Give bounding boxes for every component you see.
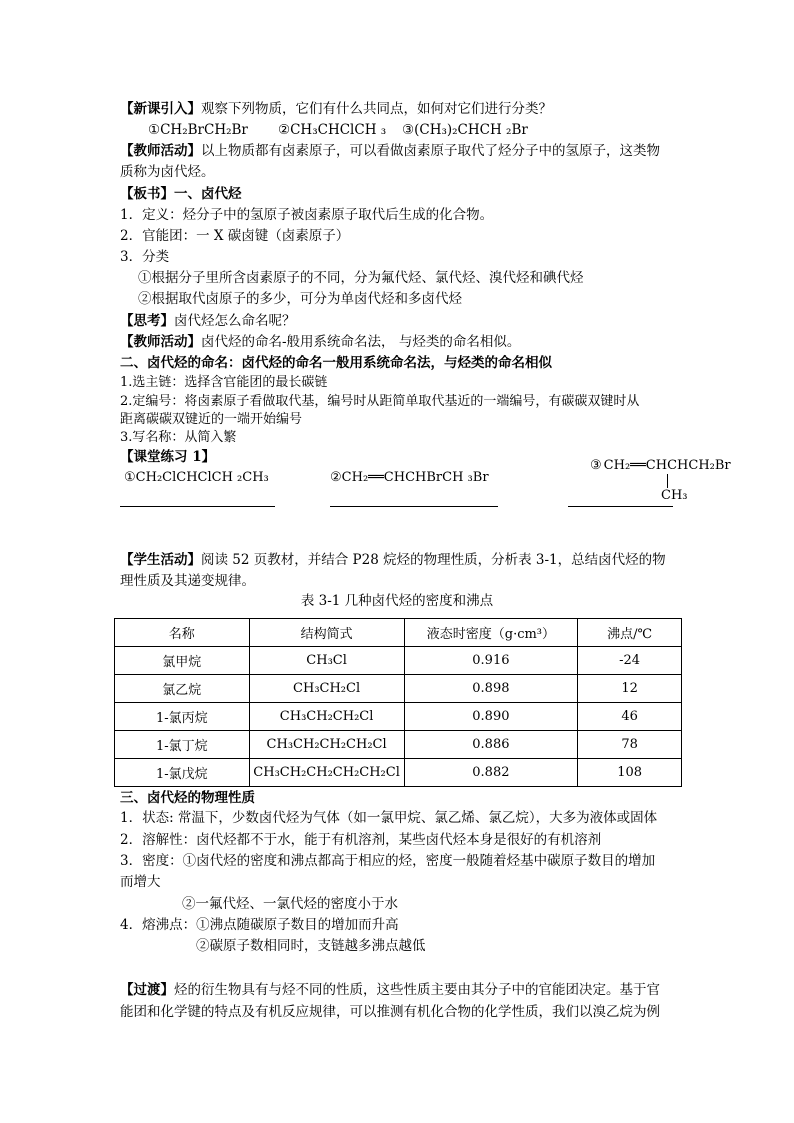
naming-step-3: 3.写名称：从简入繁 <box>120 430 237 445</box>
cell-name: 氯乙烷 <box>115 675 250 703</box>
answer-blank-2[interactable] <box>330 506 498 507</box>
physical-boiling: 4．熔沸点：①沸点随碳原子数目的增加而升高 <box>120 917 399 933</box>
naming-step-2-cont: 距离碳碳双键近的一端开始编号 <box>120 412 303 427</box>
naming-step-2: 2.定编号：将卤素原子看做取代基，编号时从距简单取代基近的一端编号，有碳碳双键时从 <box>120 394 640 409</box>
table-row <box>115 675 682 703</box>
transition-tag: 【过渡】 <box>120 982 174 998</box>
cell-boiling-point: 78 <box>578 731 682 759</box>
cell-density: 0.898 <box>404 675 578 703</box>
think-tag: 【思考】 <box>120 313 174 329</box>
student-activity <box>120 550 666 570</box>
think-line <box>120 311 296 331</box>
cell-boiling-point: -24 <box>578 647 682 675</box>
teacher-activity-1-cont: 质称为卤代烃。 <box>120 164 215 180</box>
exercise-3-branch: CH₃ <box>661 488 688 503</box>
board-class-b: ②根据取代卤原子的多少，可分为单卤代烃和多卤代烃 <box>138 291 462 307</box>
col-header-name: 名称 <box>115 619 250 647</box>
physical-density-cont: 而增大 <box>120 874 161 890</box>
student-text: 阅读 52 页教材，并结合 P28 烷烃的物理性质，分析表 3-1，总结卤代烃的物 <box>201 552 666 568</box>
exercise-1: ①CH₂ClCHClCH ₂CH₃ <box>124 470 269 485</box>
board-tag: 【板书】 <box>120 186 174 202</box>
teacher-activity-1 <box>120 141 660 161</box>
cell-formula: CH₃CH₂CH₂Cl <box>249 703 404 731</box>
answer-blank-3[interactable] <box>568 506 673 507</box>
table-row <box>115 647 682 675</box>
board-classification: 3．分类 <box>120 249 170 265</box>
intro-compound-3: ③(CH₃)₂CHCH ₂Br <box>402 122 528 138</box>
cell-boiling-point: 12 <box>578 675 682 703</box>
physical-state: 1．状态: 常温下，少数卤代烃为气体（如一氯甲烷、氯乙烯、氯乙烷），大多为液体或固体 <box>120 810 658 826</box>
exercise-tag: 【课堂练习 1】 <box>120 449 216 465</box>
table-row <box>115 703 682 731</box>
teacher-text: 以上物质都有卤素原子，可以看做卤素原子取代了烃分子中的氢原子，这类物 <box>201 143 660 159</box>
naming-step-1: 1.选主链：选择含官能团的最长碳链 <box>120 375 328 390</box>
physical-solubility: 2．溶解性：卤代烃都不于水，能于有机溶剂，某些卤代烃本身是很好的有机溶剂 <box>120 832 602 848</box>
cell-name: 氯甲烷 <box>115 647 250 675</box>
cell-formula: CH₃CH₂Cl <box>249 675 404 703</box>
answer-blank-1[interactable] <box>120 506 275 507</box>
col-header-formula: 结构简式 <box>249 619 404 647</box>
teacher-tag: 【教师活动】 <box>120 143 201 159</box>
cell-density: 0.916 <box>404 647 578 675</box>
table-header-row <box>115 619 682 647</box>
table-caption: 表 3-1 几种卤代烃的密度和沸点 <box>300 593 494 609</box>
physical-density: 3．密度：①卤代烃的密度和沸点都高于相应的烃，密度一般随着烃基中碳原子数目的增加 <box>120 853 656 869</box>
cell-formula: CH₃CH₂CH₂CH₂Cl <box>249 731 404 759</box>
cell-boiling-point: 108 <box>578 759 682 787</box>
cell-formula: CH₃CH₂CH₂CH₂CH₂Cl <box>249 759 404 787</box>
cell-name: 1-氯丁烷 <box>115 731 250 759</box>
intro-tag: 【新课引入】 <box>120 101 201 117</box>
col-header-boiling-point: 沸点/℃ <box>578 619 682 647</box>
exercise-3-formula: CH₂══CHCHCH₂Br <box>603 458 731 473</box>
think-text: 卤代烃怎么命名呢？ <box>174 313 296 329</box>
intro-compound-1: ①CH₂BrCH₂Br <box>148 122 248 138</box>
student-tag: 【学生活动】 <box>120 552 201 568</box>
cell-name: 1-氯丙烷 <box>115 703 250 731</box>
intro-line <box>120 99 552 119</box>
student-activity-cont: 理性质及其递变规律。 <box>120 573 255 589</box>
cell-density: 0.886 <box>404 731 578 759</box>
naming-title: 二、卤代烃的命名：卤代烃的命名一般用系统命名法，与烃类的命名相似 <box>120 355 552 371</box>
exercise-2: ②CH₂══CHCHBrCH ₃Br <box>330 470 489 485</box>
teacher-text-2: 卤代烃的命名-般用系统命名法， 与烃类的命名相似。 <box>201 334 521 350</box>
table-row <box>115 731 682 759</box>
table-row <box>115 759 682 787</box>
transition-line <box>120 980 660 1000</box>
cell-density: 0.882 <box>404 759 578 787</box>
physical-boiling-b: ②碳原子数相同时，支链越多沸点越低 <box>196 938 426 954</box>
density-table <box>114 618 682 787</box>
cell-name: 1-氯戊烷 <box>115 759 250 787</box>
col-header-density: 液态时密度（g·cm³） <box>404 619 578 647</box>
board-definition: 1．定义：烃分子中的氢原子被卤素原子取代后生成的化合物。 <box>120 207 494 223</box>
board-class-a: ①根据分子里所含卤素原子的不同，分为氟代烃、氯代烃、溴代烃和碘代烃 <box>138 270 584 286</box>
exercise-3-main-chain <box>590 456 731 476</box>
cell-boiling-point: 46 <box>578 703 682 731</box>
cell-formula: CH₃Cl <box>249 647 404 675</box>
transition-cont: 能团和化学键的特点及有机反应规律，可以推测有机化合物的化学性质，我们以溴乙烷为例 <box>120 1004 660 1020</box>
exercise-3-number: ③ <box>590 458 602 473</box>
physical-title: 三、卤代烃的物理性质 <box>120 790 255 806</box>
teacher-tag-2: 【教师活动】 <box>120 334 201 350</box>
board-heading <box>120 184 242 204</box>
physical-density-b: ②一氟代烃、一氯代烃的密度小于水 <box>182 896 398 912</box>
board-functional-group: 2．官能团：一 X 碳卤键（卤素原子） <box>120 228 350 244</box>
intro-compound-2: ②CH₃CHClCH ₃ <box>278 122 387 138</box>
teacher-activity-2 <box>120 332 520 352</box>
board-title: 一、卤代烃 <box>174 186 242 202</box>
cell-density: 0.890 <box>404 703 578 731</box>
intro-text: 观察下列物质，它们有什么共同点，如何对它们进行分类？ <box>201 101 552 117</box>
transition-text: 烃的衍生物具有与烃不同的性质，这些性质主要由其分子中的官能团决定。基于官 <box>174 982 660 998</box>
